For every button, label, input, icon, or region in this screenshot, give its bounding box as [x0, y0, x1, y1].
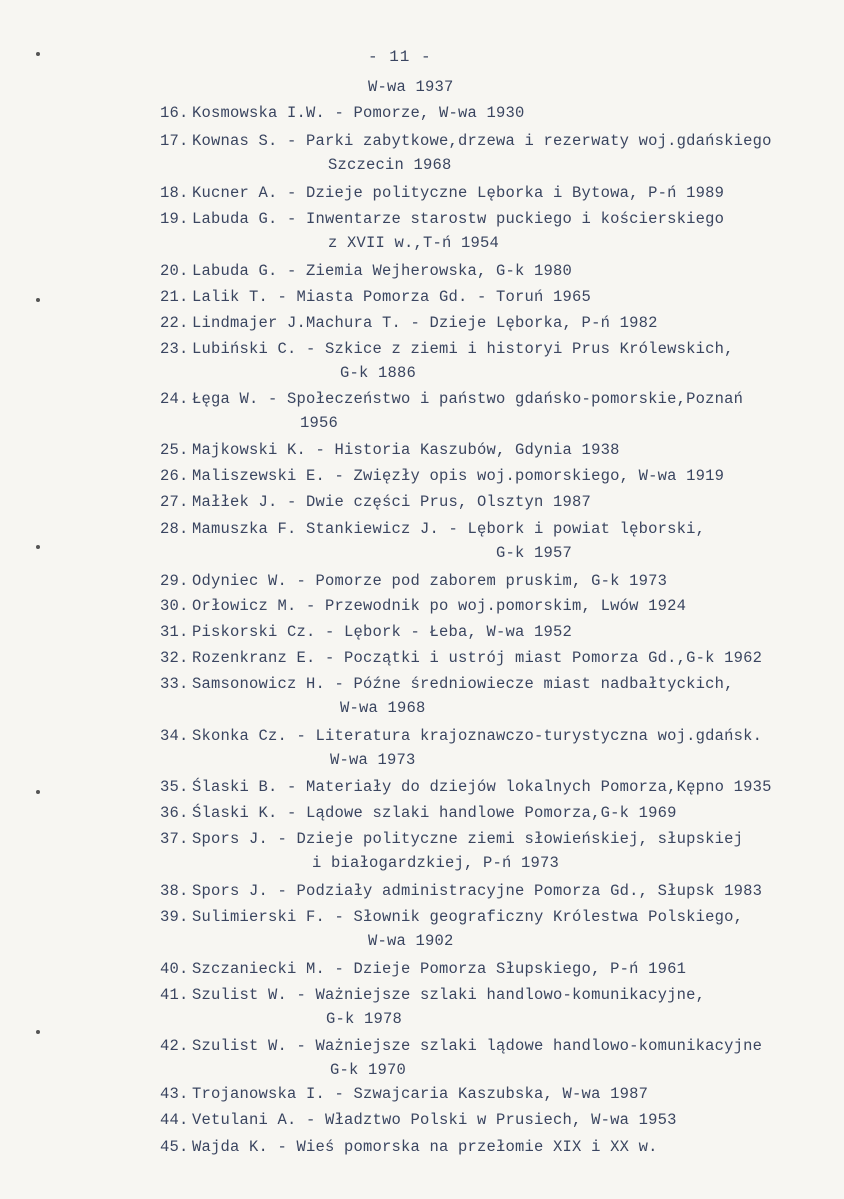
entry-text: Vetulani A. - Władztwo Polski w Prusiech, W-wa 1953 [192, 1111, 677, 1129]
entry-text: Szczaniecki M. - Dzieje Pomorza Słupskiego, P-ń 1961 [192, 960, 687, 978]
bibliography-entry [160, 727, 762, 745]
entry-text: Lalik T. - Miasta Pomorza Gd. - Toruń 1965 [192, 288, 592, 306]
bibliography-entry [160, 649, 762, 667]
entry-number: 29. [160, 572, 189, 590]
entry-text: Małłek J. - Dwie części Prus, Olsztyn 1987 [192, 493, 592, 511]
bibliography-entry [160, 520, 705, 538]
bibliography-entry [160, 1111, 677, 1129]
bibliography-entry [160, 597, 686, 615]
entry-text: Odyniec W. - Pomorze pod zaborem pruskim, G-k 1973 [192, 572, 668, 590]
entry-number: 18. [160, 184, 189, 202]
entry-text: Łęga W. - Społeczeństwo i państwo gdańsko-pomorskie,Poznań [192, 390, 744, 408]
continuation-line: W-wa 1937 [368, 78, 454, 96]
entry-number: 42. [160, 1037, 189, 1055]
bibliography-entry [160, 288, 591, 306]
bibliography-entry [160, 132, 772, 150]
entry-text: Rozenkranz E. - Początki i ustrój miast Pomorza Gd.,G-k 1962 [192, 649, 763, 667]
entry-number: 20. [160, 262, 189, 280]
entry-number: 22. [160, 314, 189, 332]
entry-number: 45. [160, 1138, 189, 1156]
entry-text: Labuda G. - Ziemia Wejherowska, G-k 1980 [192, 262, 573, 280]
entry-text: Lindmajer J.Machura T. - Dzieje Lęborka, P-ń 1982 [192, 314, 658, 332]
entry-number: 16. [160, 104, 189, 122]
entry-number: 30. [160, 597, 189, 615]
bibliography-entry [160, 184, 724, 202]
bibliography-entry-continuation: W-wa 1902 [368, 932, 454, 950]
entry-number: 35. [160, 778, 189, 796]
entry-number: 26. [160, 467, 189, 485]
entry-text: Orłowicz M. - Przewodnik po woj.pomorskim, Lwów 1924 [192, 597, 687, 615]
entry-text: Labuda G. - Inwentarze starostw puckiego i kościerskiego [192, 210, 725, 228]
entry-number: 39. [160, 908, 189, 926]
bibliography-entry-continuation: W-wa 1968 [340, 699, 426, 717]
bibliography-entry-continuation: G-k 1970 [330, 1061, 407, 1079]
binding-hole-mark [36, 298, 40, 302]
bibliography-entry-continuation: G-k 1957 [496, 544, 573, 562]
bibliography-entry [160, 572, 667, 590]
entry-text: Szulist W. - Ważniejsze szlaki lądowe handlowo-komunikacyjne [192, 1037, 763, 1055]
entry-text: Skonka Cz. - Literatura krajoznawczo-turystyczna woj.gdańsk. [192, 727, 763, 745]
bibliography-entry [160, 830, 743, 848]
entry-text: Ślaski K. - Lądowe szlaki handlowe Pomorza,G-k 1969 [192, 804, 677, 822]
entry-number: 32. [160, 649, 189, 667]
entry-text: Trojanowska I. - Szwajcaria Kaszubska, W-wa 1987 [192, 1085, 649, 1103]
entry-number: 19. [160, 210, 189, 228]
bibliography-entry-continuation: i białogardzkiej, P-ń 1973 [312, 854, 560, 872]
bibliography-entry [160, 1138, 658, 1156]
bibliography-entry-continuation: G-k 1978 [326, 1010, 403, 1028]
bibliography-entry [160, 441, 620, 459]
entry-text: Samsonowicz H. - Późne średniowiecze miast nadbałtyckich, [192, 675, 734, 693]
bibliography-entry [160, 493, 591, 511]
bibliography-entry-continuation: 1956 [300, 414, 339, 432]
entry-number: 44. [160, 1111, 189, 1129]
entry-number: 24. [160, 390, 189, 408]
entry-text: Spors J. - Podziały administracyjne Pomorza Gd., Słupsk 1983 [192, 882, 763, 900]
bibliography-entry-continuation: W-wa 1973 [330, 751, 416, 769]
binding-hole-mark [36, 1030, 40, 1034]
entry-text: Maliszewski E. - Zwięzły opis woj.pomorskiego, W-wa 1919 [192, 467, 725, 485]
entry-text: Kucner A. - Dzieje polityczne Lęborka i Bytowa, P-ń 1989 [192, 184, 725, 202]
bibliography-entry [160, 340, 734, 358]
entry-number: 38. [160, 882, 189, 900]
bibliography-entry [160, 908, 743, 926]
bibliography-entry [160, 960, 686, 978]
entry-text: Szulist W. - Ważniejsze szlaki handlowo-komunikacyjne, [192, 986, 706, 1004]
bibliography-entry [160, 986, 705, 1004]
entry-text: Kownas S. - Parki zabytkowe,drzewa i rezerwaty woj.gdańskiego [192, 132, 772, 150]
bibliography-entry [160, 210, 724, 228]
bibliography-entry [160, 314, 658, 332]
entry-number: 27. [160, 493, 189, 511]
bibliography-entry [160, 104, 525, 122]
entry-text: Majkowski K. - Historia Kaszubów, Gdynia 1938 [192, 441, 620, 459]
bibliography-entry [160, 778, 772, 796]
entry-text: Mamuszka F. Stankiewicz J. - Lębork i powiat lęborski, [192, 520, 706, 538]
bibliography-entry-continuation: z XVII w.,T-ń 1954 [328, 234, 500, 252]
bibliography-entry-continuation: G-k 1886 [340, 364, 417, 382]
entry-text: Piskorski Cz. - Lębork - Łeba, W-wa 1952 [192, 623, 573, 641]
entry-number: 41. [160, 986, 189, 1004]
entry-text: Wajda K. - Wieś pomorska na przełomie XIX i XX w. [192, 1138, 658, 1156]
bibliography-entry [160, 882, 762, 900]
entry-text: Kosmowska I.W. - Pomorze, W-wa 1930 [192, 104, 525, 122]
entry-number: 43. [160, 1085, 189, 1103]
entry-number: 28. [160, 520, 189, 538]
bibliography-entry [160, 1037, 762, 1055]
entry-number: 40. [160, 960, 189, 978]
entry-number: 36. [160, 804, 189, 822]
entry-text: Ślaski B. - Materiały do dziejów lokalnych Pomorza,Kępno 1935 [192, 778, 772, 796]
bibliography-entry [160, 467, 724, 485]
bibliography-entry [160, 804, 677, 822]
bibliography-entry [160, 623, 572, 641]
entry-text: Sulimierski F. - Słownik geograficzny Królestwa Polskiego, [192, 908, 744, 926]
entry-number: 33. [160, 675, 189, 693]
bibliography-entry-continuation: Szczecin 1968 [328, 156, 452, 174]
binding-hole-mark [36, 545, 40, 549]
binding-hole-mark [36, 52, 40, 56]
entry-number: 23. [160, 340, 189, 358]
binding-hole-mark [36, 790, 40, 794]
bibliography-entry [160, 390, 743, 408]
entry-text: Spors J. - Dzieje polityczne ziemi słowieńskiej, słupskiej [192, 830, 744, 848]
entry-number: 25. [160, 441, 189, 459]
entry-number: 17. [160, 132, 189, 150]
bibliography-entry [160, 675, 734, 693]
page-number: - 11 - [368, 48, 432, 66]
entry-number: 21. [160, 288, 189, 306]
entry-number: 31. [160, 623, 189, 641]
bibliography-entry [160, 1085, 648, 1103]
entry-number: 34. [160, 727, 189, 745]
entry-text: Lubiński C. - Szkice z ziemi i historyi Prus Królewskich, [192, 340, 734, 358]
bibliography-entry [160, 262, 572, 280]
entry-number: 37. [160, 830, 189, 848]
